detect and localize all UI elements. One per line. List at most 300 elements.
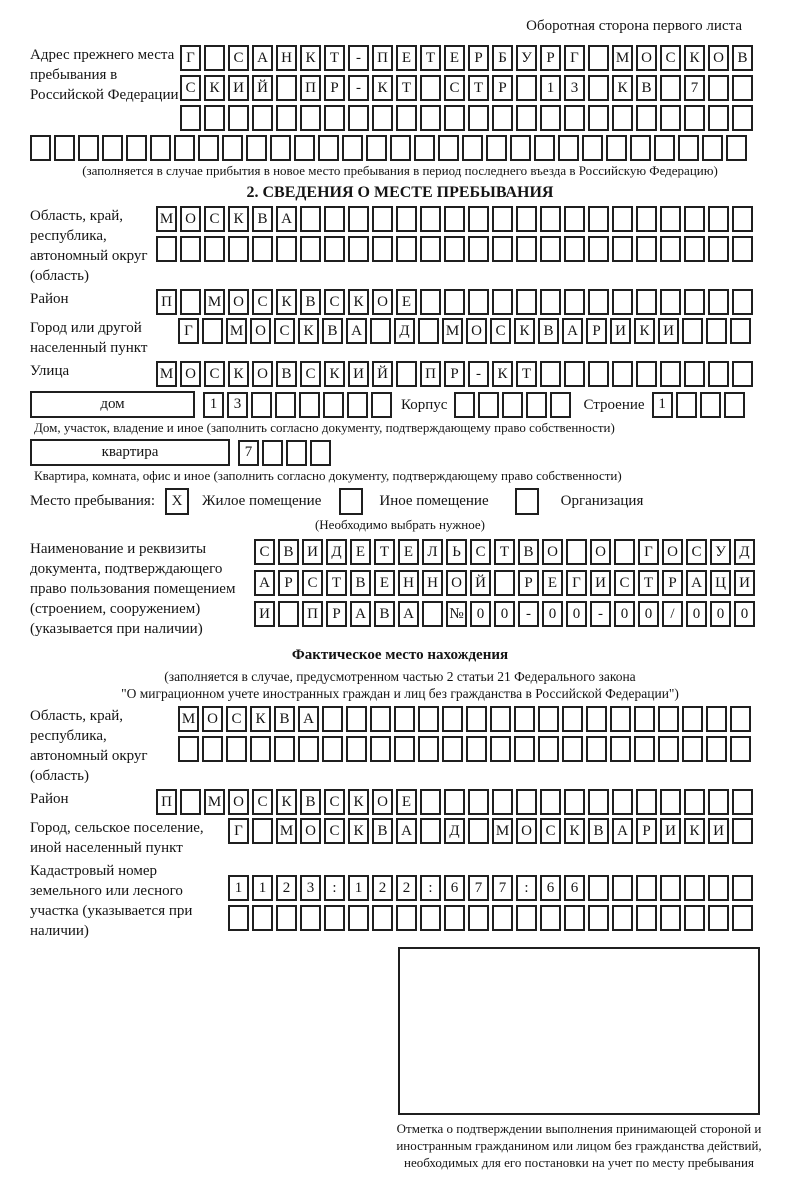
char-box[interactable]: [250, 736, 271, 762]
char-box[interactable]: М: [226, 318, 247, 344]
char-box[interactable]: [700, 392, 721, 418]
char-box[interactable]: [322, 736, 343, 762]
char-box[interactable]: -: [348, 75, 369, 101]
char-box[interactable]: [588, 206, 609, 232]
char-box[interactable]: 0: [614, 601, 635, 627]
char-box[interactable]: М: [156, 361, 177, 387]
char-box[interactable]: [676, 392, 697, 418]
char-box[interactable]: [422, 601, 443, 627]
char-box[interactable]: [564, 905, 585, 931]
char-box[interactable]: [582, 135, 603, 161]
char-box[interactable]: [420, 236, 441, 262]
char-box[interactable]: [418, 318, 439, 344]
char-box[interactable]: [660, 75, 681, 101]
char-box[interactable]: [348, 236, 369, 262]
char-box[interactable]: [492, 789, 513, 815]
char-box[interactable]: С: [324, 789, 345, 815]
char-box[interactable]: [420, 289, 441, 315]
char-box[interactable]: [444, 206, 465, 232]
char-box[interactable]: И: [658, 318, 679, 344]
char-box[interactable]: [262, 440, 283, 466]
char-box[interactable]: [396, 206, 417, 232]
char-box[interactable]: [324, 105, 345, 131]
char-box[interactable]: [732, 289, 753, 315]
char-box[interactable]: [588, 236, 609, 262]
char-box[interactable]: [660, 875, 681, 901]
char-box[interactable]: Н: [276, 45, 297, 71]
char-box[interactable]: 0: [566, 601, 587, 627]
char-box[interactable]: К: [348, 789, 369, 815]
char-box[interactable]: Т: [468, 75, 489, 101]
char-box[interactable]: 7: [468, 875, 489, 901]
char-box[interactable]: Т: [326, 570, 347, 596]
char-box[interactable]: [468, 206, 489, 232]
char-box[interactable]: [396, 236, 417, 262]
char-box[interactable]: Е: [444, 45, 465, 71]
char-box[interactable]: [348, 206, 369, 232]
char-box[interactable]: 2: [276, 875, 297, 901]
char-box[interactable]: [732, 206, 753, 232]
char-box[interactable]: В: [374, 601, 395, 627]
char-box[interactable]: [347, 392, 368, 418]
char-box[interactable]: [180, 789, 201, 815]
char-box[interactable]: Ь: [446, 539, 467, 565]
char-box[interactable]: У: [710, 539, 731, 565]
char-box[interactable]: [276, 105, 297, 131]
char-box[interactable]: [588, 289, 609, 315]
stay-type-checkbox-residential[interactable]: X: [165, 488, 189, 515]
char-box[interactable]: [294, 135, 315, 161]
char-box[interactable]: [732, 789, 753, 815]
char-box[interactable]: Р: [468, 45, 489, 71]
char-box[interactable]: О: [180, 206, 201, 232]
char-box[interactable]: [420, 818, 441, 844]
char-box[interactable]: [442, 706, 463, 732]
char-box[interactable]: Ц: [710, 570, 731, 596]
char-box[interactable]: С: [686, 539, 707, 565]
char-box[interactable]: 2: [396, 875, 417, 901]
char-box[interactable]: [276, 905, 297, 931]
char-box[interactable]: -: [468, 361, 489, 387]
char-box[interactable]: Й: [470, 570, 491, 596]
char-box[interactable]: [654, 135, 675, 161]
char-box[interactable]: Г: [228, 818, 249, 844]
char-box[interactable]: С: [302, 570, 323, 596]
char-box[interactable]: А: [562, 318, 583, 344]
char-box[interactable]: [516, 789, 537, 815]
char-box[interactable]: [732, 905, 753, 931]
char-box[interactable]: [180, 105, 201, 131]
char-box[interactable]: [706, 318, 727, 344]
char-box[interactable]: [630, 135, 651, 161]
char-box[interactable]: [198, 135, 219, 161]
char-box[interactable]: К: [348, 289, 369, 315]
char-box[interactable]: [222, 135, 243, 161]
char-box[interactable]: Т: [374, 539, 395, 565]
char-box[interactable]: [510, 135, 531, 161]
char-box[interactable]: [274, 736, 295, 762]
char-box[interactable]: С: [226, 706, 247, 732]
char-box[interactable]: Е: [350, 539, 371, 565]
char-box[interactable]: Е: [542, 570, 563, 596]
char-box[interactable]: И: [348, 361, 369, 387]
char-box[interactable]: Е: [396, 45, 417, 71]
char-box[interactable]: [394, 706, 415, 732]
char-box[interactable]: С: [228, 45, 249, 71]
char-box[interactable]: П: [420, 361, 441, 387]
char-box[interactable]: Г: [178, 318, 199, 344]
char-box[interactable]: [708, 905, 729, 931]
char-box[interactable]: [346, 736, 367, 762]
char-box[interactable]: [538, 736, 559, 762]
char-box[interactable]: С: [180, 75, 201, 101]
char-box[interactable]: И: [302, 539, 323, 565]
char-box[interactable]: [540, 789, 561, 815]
char-box[interactable]: Д: [326, 539, 347, 565]
char-box[interactable]: :: [324, 875, 345, 901]
char-box[interactable]: [372, 105, 393, 131]
char-box[interactable]: С: [324, 289, 345, 315]
char-box[interactable]: О: [446, 570, 467, 596]
char-box[interactable]: В: [300, 789, 321, 815]
char-box[interactable]: Т: [396, 75, 417, 101]
char-box[interactable]: К: [250, 706, 271, 732]
char-box[interactable]: [564, 789, 585, 815]
char-box[interactable]: О: [250, 318, 271, 344]
char-box[interactable]: [438, 135, 459, 161]
char-box[interactable]: [442, 736, 463, 762]
char-box[interactable]: [588, 75, 609, 101]
char-box[interactable]: [564, 236, 585, 262]
char-box[interactable]: В: [278, 539, 299, 565]
char-box[interactable]: [252, 905, 273, 931]
char-box[interactable]: Р: [278, 570, 299, 596]
char-box[interactable]: [370, 706, 391, 732]
char-box[interactable]: [682, 736, 703, 762]
char-box[interactable]: [372, 236, 393, 262]
char-box[interactable]: 1: [540, 75, 561, 101]
char-box[interactable]: [370, 318, 391, 344]
char-box[interactable]: [276, 236, 297, 262]
char-box[interactable]: И: [228, 75, 249, 101]
char-box[interactable]: 6: [540, 875, 561, 901]
char-box[interactable]: М: [492, 818, 513, 844]
char-box[interactable]: [682, 706, 703, 732]
char-box[interactable]: А: [252, 45, 273, 71]
char-box[interactable]: [468, 789, 489, 815]
char-box[interactable]: [636, 105, 657, 131]
char-box[interactable]: [390, 135, 411, 161]
char-box[interactable]: [612, 236, 633, 262]
char-box[interactable]: [251, 392, 272, 418]
char-box[interactable]: [228, 905, 249, 931]
char-box[interactable]: 1: [348, 875, 369, 901]
char-box[interactable]: Г: [638, 539, 659, 565]
char-box[interactable]: [562, 706, 583, 732]
char-box[interactable]: [540, 289, 561, 315]
char-box[interactable]: [468, 236, 489, 262]
char-box[interactable]: П: [156, 289, 177, 315]
char-box[interactable]: В: [322, 318, 343, 344]
char-box[interactable]: [466, 736, 487, 762]
char-box[interactable]: :: [516, 875, 537, 901]
char-box[interactable]: [468, 289, 489, 315]
char-box[interactable]: [684, 289, 705, 315]
char-box[interactable]: Г: [564, 45, 585, 71]
char-box[interactable]: [276, 75, 297, 101]
char-box[interactable]: [492, 105, 513, 131]
char-box[interactable]: С: [324, 818, 345, 844]
char-box[interactable]: С: [204, 206, 225, 232]
char-box[interactable]: И: [660, 818, 681, 844]
char-box[interactable]: [566, 539, 587, 565]
char-box[interactable]: 0: [734, 601, 755, 627]
char-box[interactable]: [54, 135, 75, 161]
char-box[interactable]: [540, 361, 561, 387]
char-box[interactable]: [660, 905, 681, 931]
char-box[interactable]: Т: [516, 361, 537, 387]
char-box[interactable]: [612, 289, 633, 315]
char-box[interactable]: 7: [238, 440, 259, 466]
char-box[interactable]: [732, 236, 753, 262]
char-box[interactable]: [468, 905, 489, 931]
char-box[interactable]: /: [662, 601, 683, 627]
char-box[interactable]: [204, 45, 225, 71]
char-box[interactable]: [468, 818, 489, 844]
char-box[interactable]: [708, 875, 729, 901]
char-box[interactable]: [660, 789, 681, 815]
char-box[interactable]: [636, 236, 657, 262]
char-box[interactable]: К: [372, 75, 393, 101]
char-box[interactable]: [372, 905, 393, 931]
char-box[interactable]: [634, 736, 655, 762]
char-box[interactable]: [370, 736, 391, 762]
char-box[interactable]: [492, 905, 513, 931]
char-box[interactable]: 7: [684, 75, 705, 101]
char-box[interactable]: [706, 736, 727, 762]
char-box[interactable]: И: [590, 570, 611, 596]
char-box[interactable]: [586, 736, 607, 762]
char-box[interactable]: [730, 736, 751, 762]
char-box[interactable]: С: [614, 570, 635, 596]
char-box[interactable]: Т: [420, 45, 441, 71]
char-box[interactable]: М: [442, 318, 463, 344]
char-box[interactable]: М: [156, 206, 177, 232]
char-box[interactable]: О: [708, 45, 729, 71]
char-box[interactable]: [610, 706, 631, 732]
char-box[interactable]: [324, 206, 345, 232]
char-box[interactable]: К: [228, 206, 249, 232]
char-box[interactable]: [466, 706, 487, 732]
char-box[interactable]: Т: [638, 570, 659, 596]
char-box[interactable]: [540, 905, 561, 931]
char-box[interactable]: [202, 318, 223, 344]
char-box[interactable]: [372, 206, 393, 232]
char-box[interactable]: К: [300, 45, 321, 71]
char-box[interactable]: Д: [444, 818, 465, 844]
char-box[interactable]: В: [518, 539, 539, 565]
char-box[interactable]: В: [252, 206, 273, 232]
char-box[interactable]: [420, 789, 441, 815]
char-box[interactable]: [658, 736, 679, 762]
char-box[interactable]: [156, 236, 177, 262]
char-box[interactable]: Т: [324, 45, 345, 71]
char-box[interactable]: [444, 905, 465, 931]
char-box[interactable]: [180, 236, 201, 262]
char-box[interactable]: К: [348, 818, 369, 844]
char-box[interactable]: [534, 135, 555, 161]
char-box[interactable]: Г: [566, 570, 587, 596]
char-box[interactable]: [346, 706, 367, 732]
char-box[interactable]: [612, 206, 633, 232]
char-box[interactable]: [702, 135, 723, 161]
char-box[interactable]: А: [254, 570, 275, 596]
char-box[interactable]: [420, 105, 441, 131]
char-box[interactable]: [588, 789, 609, 815]
char-box[interactable]: [564, 206, 585, 232]
char-box[interactable]: [78, 135, 99, 161]
char-box[interactable]: Й: [252, 75, 273, 101]
char-box[interactable]: К: [634, 318, 655, 344]
char-box[interactable]: [706, 706, 727, 732]
char-box[interactable]: 1: [652, 392, 673, 418]
char-box[interactable]: [708, 789, 729, 815]
char-box[interactable]: [612, 361, 633, 387]
char-box[interactable]: 3: [227, 392, 248, 418]
char-box[interactable]: С: [470, 539, 491, 565]
char-box[interactable]: Р: [662, 570, 683, 596]
char-box[interactable]: Е: [396, 289, 417, 315]
char-box[interactable]: О: [636, 45, 657, 71]
char-box[interactable]: Р: [492, 75, 513, 101]
char-box[interactable]: [490, 706, 511, 732]
char-box[interactable]: [468, 105, 489, 131]
char-box[interactable]: И: [254, 601, 275, 627]
char-box[interactable]: К: [324, 361, 345, 387]
char-box[interactable]: К: [276, 289, 297, 315]
char-box[interactable]: [612, 105, 633, 131]
char-box[interactable]: Е: [396, 789, 417, 815]
char-box[interactable]: [588, 361, 609, 387]
char-box[interactable]: О: [228, 289, 249, 315]
char-box[interactable]: Д: [734, 539, 755, 565]
char-box[interactable]: [348, 905, 369, 931]
char-box[interactable]: [275, 392, 296, 418]
char-box[interactable]: М: [204, 289, 225, 315]
char-box[interactable]: [684, 236, 705, 262]
char-box[interactable]: 6: [564, 875, 585, 901]
char-box[interactable]: А: [346, 318, 367, 344]
char-box[interactable]: [588, 45, 609, 71]
char-box[interactable]: В: [300, 289, 321, 315]
char-box[interactable]: [658, 706, 679, 732]
char-box[interactable]: [514, 706, 535, 732]
char-box[interactable]: [420, 206, 441, 232]
char-box[interactable]: П: [156, 789, 177, 815]
char-box[interactable]: Р: [324, 75, 345, 101]
char-box[interactable]: [420, 905, 441, 931]
char-box[interactable]: [708, 361, 729, 387]
char-box[interactable]: [228, 236, 249, 262]
char-box[interactable]: [252, 236, 273, 262]
char-box[interactable]: 0: [638, 601, 659, 627]
char-box[interactable]: [396, 905, 417, 931]
char-box[interactable]: [708, 206, 729, 232]
char-box[interactable]: С: [252, 289, 273, 315]
char-box[interactable]: [420, 75, 441, 101]
char-box[interactable]: [30, 135, 51, 161]
char-box[interactable]: [492, 236, 513, 262]
char-box[interactable]: А: [686, 570, 707, 596]
char-box[interactable]: С: [540, 818, 561, 844]
char-box[interactable]: [526, 392, 547, 418]
char-box[interactable]: К: [276, 789, 297, 815]
char-box[interactable]: [562, 736, 583, 762]
char-box[interactable]: 0: [686, 601, 707, 627]
char-box[interactable]: М: [204, 789, 225, 815]
char-box[interactable]: Н: [398, 570, 419, 596]
char-box[interactable]: [708, 236, 729, 262]
char-box[interactable]: [684, 789, 705, 815]
char-box[interactable]: А: [396, 818, 417, 844]
char-box[interactable]: П: [372, 45, 393, 71]
char-box[interactable]: [396, 105, 417, 131]
char-box[interactable]: [708, 289, 729, 315]
char-box[interactable]: Р: [636, 818, 657, 844]
char-box[interactable]: [174, 135, 195, 161]
char-box[interactable]: И: [610, 318, 631, 344]
char-box[interactable]: К: [492, 361, 513, 387]
char-box[interactable]: Р: [540, 45, 561, 71]
char-box[interactable]: О: [372, 289, 393, 315]
char-box[interactable]: [636, 875, 657, 901]
char-box[interactable]: [348, 105, 369, 131]
char-box[interactable]: О: [300, 818, 321, 844]
char-box[interactable]: Б: [492, 45, 513, 71]
char-box[interactable]: [371, 392, 392, 418]
char-box[interactable]: [396, 361, 417, 387]
char-box[interactable]: К: [612, 75, 633, 101]
char-box[interactable]: [724, 392, 745, 418]
char-box[interactable]: [660, 289, 681, 315]
char-box[interactable]: К: [298, 318, 319, 344]
char-box[interactable]: Г: [180, 45, 201, 71]
char-box[interactable]: Е: [398, 539, 419, 565]
char-box[interactable]: [564, 289, 585, 315]
char-box[interactable]: [516, 289, 537, 315]
char-box[interactable]: [660, 105, 681, 131]
char-box[interactable]: 0: [494, 601, 515, 627]
char-box[interactable]: [684, 361, 705, 387]
char-box[interactable]: У: [516, 45, 537, 71]
char-box[interactable]: [516, 105, 537, 131]
char-box[interactable]: К: [228, 361, 249, 387]
char-box[interactable]: 0: [542, 601, 563, 627]
char-box[interactable]: [310, 440, 331, 466]
char-box[interactable]: [660, 361, 681, 387]
char-box[interactable]: И: [708, 818, 729, 844]
char-box[interactable]: В: [274, 706, 295, 732]
char-box[interactable]: О: [228, 789, 249, 815]
char-box[interactable]: [394, 736, 415, 762]
char-box[interactable]: О: [180, 361, 201, 387]
char-box[interactable]: Р: [518, 570, 539, 596]
char-box[interactable]: [708, 105, 729, 131]
char-box[interactable]: О: [252, 361, 273, 387]
char-box[interactable]: [300, 236, 321, 262]
char-box[interactable]: [732, 818, 753, 844]
char-box[interactable]: [252, 105, 273, 131]
